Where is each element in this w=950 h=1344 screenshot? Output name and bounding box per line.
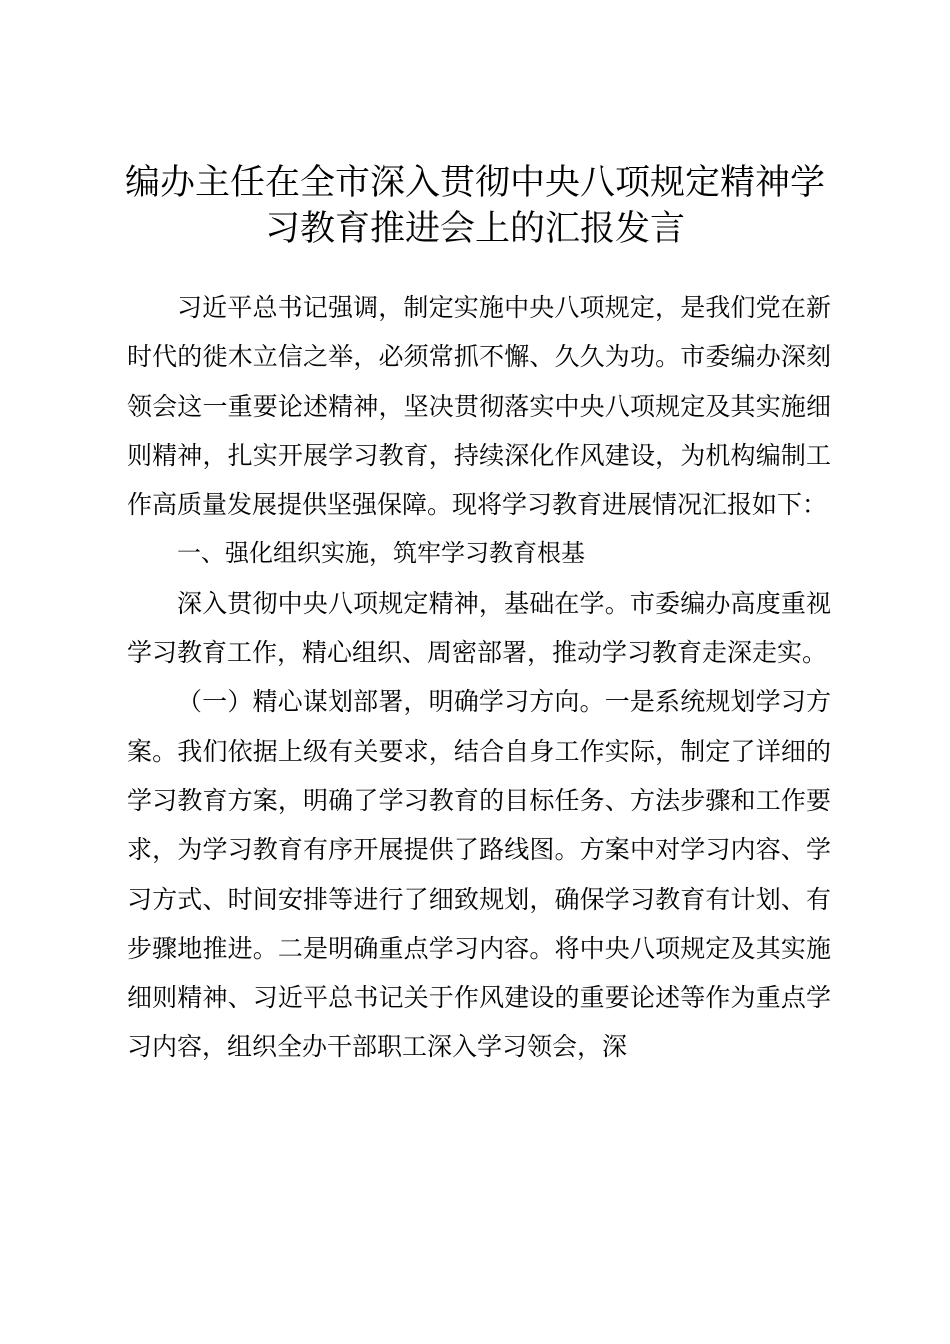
section-heading-1: 一、强化组织实施，筑牢学习教育根基 <box>177 539 585 568</box>
intro-paragraph: 习近平总书记强调，制定实施中央八项规定，是我们党在新时代的徙木立信之举，必须常抓不懈、久久为功。市委编办深刻领会这一重要论述精神，坚决贯彻落实中央八项规定及其实施细则精神，扎实开展学习教育，持续深化作风建设，为机构编制工作高质量发展提供坚强保障。现将学习教育进展情况汇报如下： <box>127 293 831 520</box>
section-1-paragraph: 深入贯彻中央八项规定精神，基础在学。市委编办高度重视学习教育工作，精心组织、周密部署，推动学习教育走深走实。 <box>127 588 831 668</box>
title-line-1: 编办主任在全市深入贯彻中央八项规定精神学 <box>124 163 825 203</box>
document-body <box>127 283 831 1072</box>
title-line-2: 习教育推进会上的汇报发言 <box>264 209 685 249</box>
subsection-1-paragraph: （一）精心谋划部署，明确学习方向。一是系统规划学习方案。我们依据上级有关要求，结合自身工作实际，制定了详细的学习教育方案，明确了学习教育的目标任务、方法步骤和工作要求，为学习教育有序开展提供了路线图。方案中对学习内容、学习方式、时间安排等进行了细致规划，确保学习教育有计划、有步骤地推进。二是明确重点学习内容。将中央八项规定及其实施细则精神、习近平总书记关于作风建设的重要论述等作为重点学习内容，组织全办干部职工深入学习领会，深 <box>127 687 831 1062</box>
document-title <box>120 160 830 252</box>
